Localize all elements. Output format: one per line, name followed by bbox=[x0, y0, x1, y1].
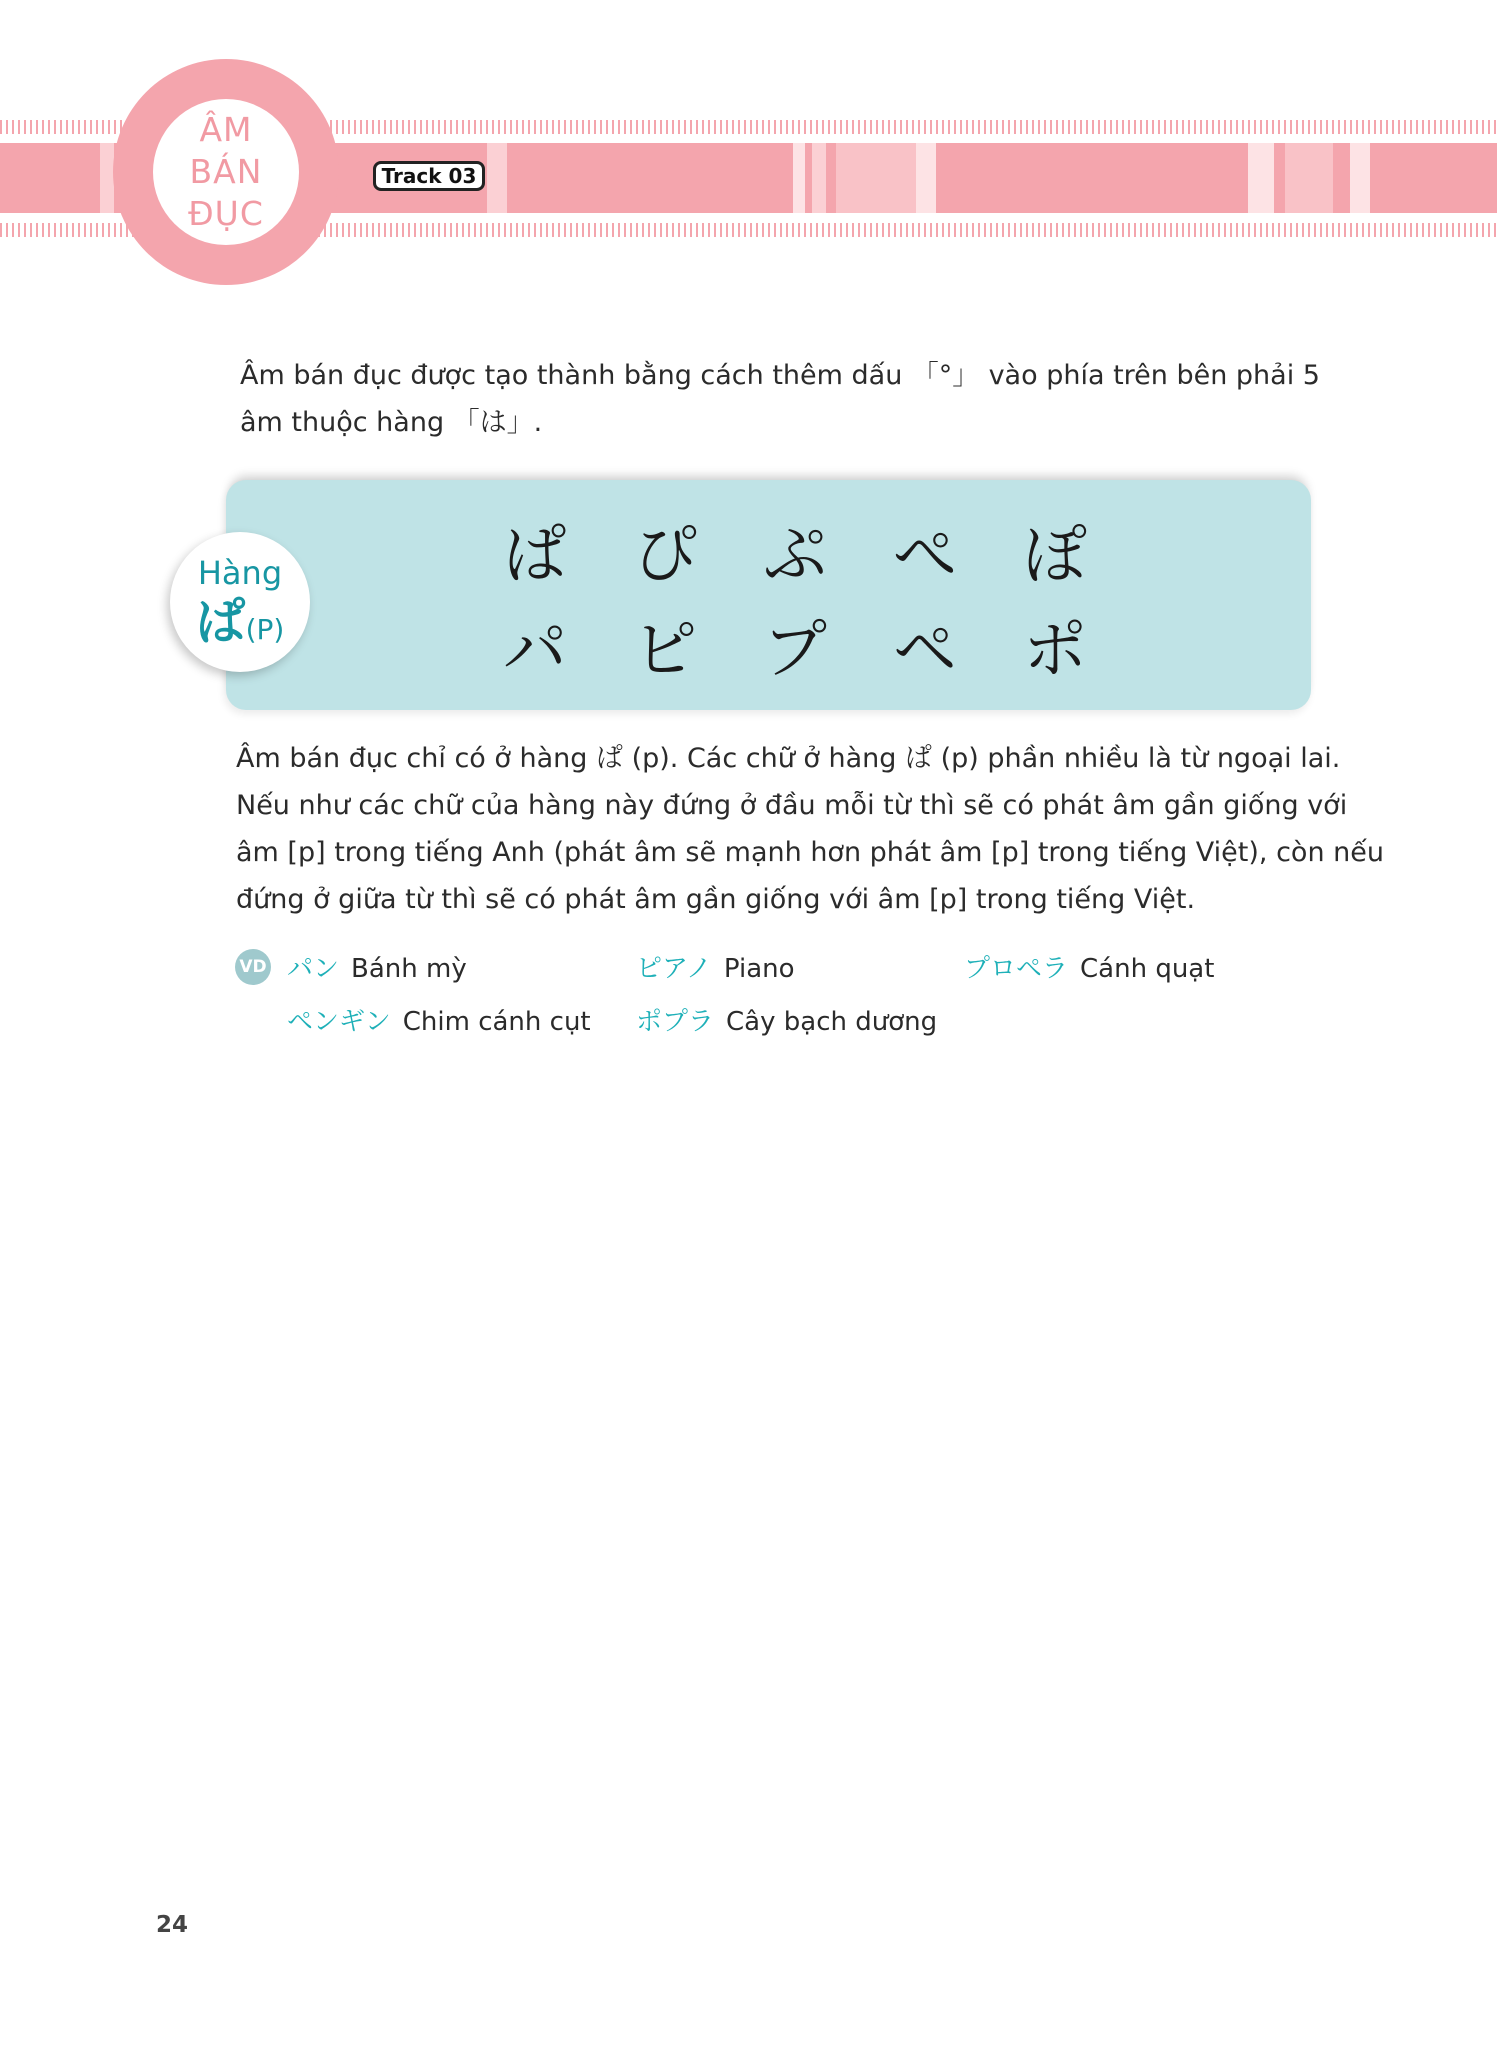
band-stripe bbox=[487, 143, 507, 213]
row-kana: ぱ bbox=[195, 593, 246, 651]
band-stripe bbox=[793, 143, 805, 213]
intro-mark: 「°」 bbox=[911, 360, 980, 391]
hiragana-char: ぱ bbox=[503, 519, 567, 593]
katakana-char: ポ bbox=[1023, 614, 1087, 688]
page-number: 24 bbox=[156, 1912, 189, 1938]
band-stripe bbox=[1285, 143, 1333, 213]
row-label-circle bbox=[170, 532, 310, 672]
description-line: âm [p] trong tiếng Anh (phát âm sẽ mạnh hơn phát âm [p] trong tiếng Việt), còn nếu bbox=[236, 837, 1384, 868]
row-romaji: (P) bbox=[245, 613, 285, 646]
description-line: Nếu như các chữ của hàng này đứng ở đầu mỗi từ thì sẽ có phát âm gần giống với bbox=[236, 790, 1348, 821]
example-item bbox=[636, 1001, 937, 1038]
example-badge: VD bbox=[235, 949, 271, 985]
katakana-char: パ bbox=[503, 614, 567, 688]
example-meaning: Chim cánh cụt bbox=[402, 1007, 591, 1037]
hiragana-char: ぽ bbox=[1023, 519, 1087, 593]
example-item bbox=[287, 1001, 591, 1038]
example-meaning: Piano bbox=[723, 954, 795, 984]
chapter-header bbox=[0, 0, 1497, 300]
katakana-char: プ bbox=[763, 614, 827, 688]
example-japanese: プロペラ bbox=[964, 954, 1069, 984]
katakana-char: ピ bbox=[633, 614, 697, 688]
band-stripe bbox=[100, 143, 114, 213]
badge-line: ĐỤC bbox=[188, 194, 264, 233]
example-meaning: Cánh quạt bbox=[1080, 954, 1215, 984]
example-item bbox=[964, 948, 1214, 985]
intro-line-2: âm thuộc hàng 「は」. bbox=[240, 407, 543, 438]
intro-paragraph bbox=[240, 352, 1320, 446]
example-meaning: Cây bạch dương bbox=[726, 1007, 938, 1037]
example-item bbox=[287, 948, 467, 985]
example-japanese: パン bbox=[287, 954, 340, 984]
intro-text: vào phía trên bên phải 5 bbox=[988, 360, 1320, 391]
katakana-row bbox=[495, 605, 1095, 688]
band-stripe bbox=[916, 143, 936, 213]
example-japanese: ポプラ bbox=[636, 1007, 715, 1037]
example-item bbox=[636, 948, 795, 985]
band-stripe bbox=[1248, 143, 1274, 213]
hiragana-char: ぴ bbox=[633, 519, 697, 593]
chapter-badge bbox=[153, 99, 299, 245]
example-meaning: Bánh mỳ bbox=[351, 954, 467, 984]
hiragana-char: ぺ bbox=[893, 519, 957, 593]
band-stripe bbox=[1350, 143, 1370, 213]
badge-line: BÁN bbox=[189, 152, 263, 191]
badge-line: ÂM bbox=[199, 110, 253, 149]
hiragana-row bbox=[495, 510, 1095, 593]
intro-text: Âm bán đục được tạo thành bằng cách thêm dấu bbox=[240, 360, 903, 391]
description-paragraph bbox=[236, 735, 1384, 923]
hiragana-char: ぷ bbox=[763, 519, 827, 593]
band-stripe bbox=[836, 143, 916, 213]
intro-line-1 bbox=[240, 352, 1320, 399]
description-line: đứng ở giữa từ thì sẽ có phát âm gần giống với âm [p] trong tiếng Việt. bbox=[236, 884, 1196, 915]
example-japanese: ペンギン bbox=[287, 1007, 391, 1037]
description-line: Âm bán đục chỉ có ở hàng ぱ (p). Các chữ ở hàng ぱ (p) phần nhiều là từ ngoại lai. bbox=[236, 743, 1341, 774]
band-stripe bbox=[812, 143, 826, 213]
row-kana-label bbox=[196, 593, 285, 651]
row-label: Hàng bbox=[197, 554, 283, 592]
example-japanese: ピアノ bbox=[636, 954, 712, 984]
katakana-char: ペ bbox=[893, 614, 957, 688]
track-button[interactable]: Track 03 bbox=[373, 161, 485, 191]
